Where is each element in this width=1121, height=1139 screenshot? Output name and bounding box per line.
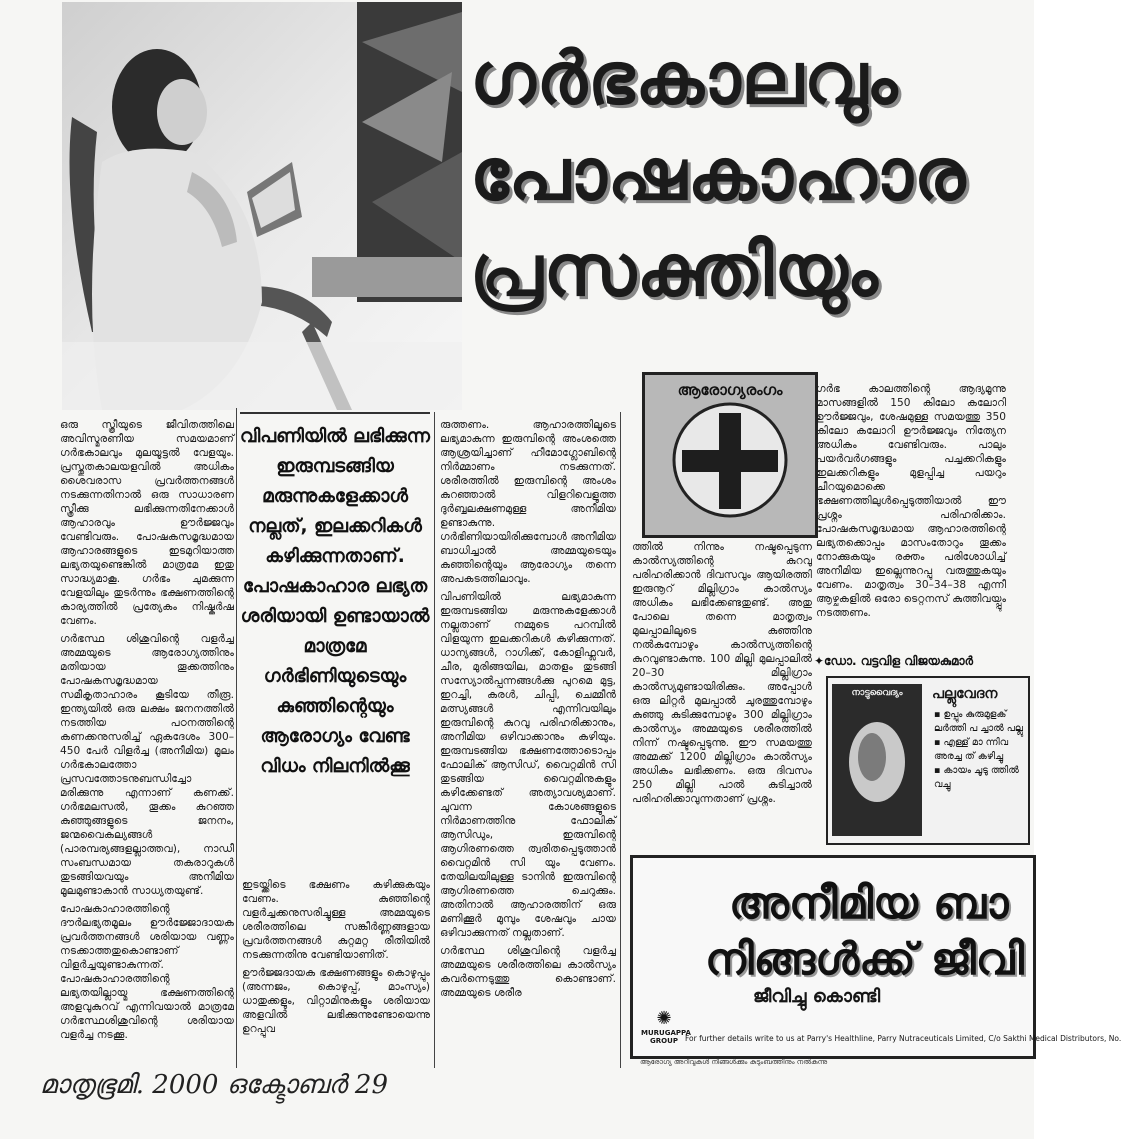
ad-headline-1: അനീമിയ ബാ [729,878,1009,929]
pull-quote [240,412,430,872]
murugappa-logo [641,1008,691,1045]
column-5 [632,540,812,845]
ad-subline: ആരോഗ്യ അറിവുകൾ നിങ്ങൾക്കും കുടുംബത്തിനും നൽകുന്നു [640,1058,828,1066]
anemia-advertisement [630,855,1121,1059]
paragraph: രുത്തണം. ആഹാരത്തിലൂടെ ലഭ്യമാകുന്ന ഇരുമ്പിന്റെ അംശത്തെ ആശ്രയിച്ചാണ് ഹീമോഗ്ലോബിന്റെ നിർമ്മാണം നടക്കുന്നത്. ശരീരത്തിൽ ഇരുമ്പിന്റെ അംശം കുറഞ്ഞാൽ വിളറിവെളുത്ത ദുർബ്ബലക്ഷണമുള്ള അനീമിയ ഉണ്ടാകുന്നു. ഗർഭിണിയായിരിക്കുമ്പോൾ അനീമിയ ബാധിച്ചാൽ അമ്മയുടെയും കുഞ്ഞിന്റെയും ആരോഗ്യം തന്നെ അപകടത്തിലാവും. [440,419,616,585]
paragraph: വിപണിയിൽ ലഭ്യമാകുന്ന ഇരുമ്പടങ്ങിയ മരുന്നുകളേക്കാൾ നല്ലതാണ് നമ്മുടെ പറമ്പിൽ വിളയുന്ന ഇലക്കറികൾ കഴിക്കുന്നത്. ധാന്യങ്ങൾ, റാഗിക്ക്, കോളിഫ്ലവർ, ചീര, മുരിങ്ങയില, മാതളം തുടങ്ങി സസ്യോൽപ്പന്നങ്ങൾക്കു പുറമെ മുട്ട, ഇറച്ചി, കരൾ, ചിപ്പി, ചെമ്മീൻ മത്സ്യങ്ങൾ എന്നിവയിലും ഇരുമ്പിന്റെ കുറവു പരിഹരിക്കാനും, അനീമിയ ഒഴിവാക്കാനും കഴിയും. ഇരുമ്പടങ്ങിയ ഭക്ഷണത്തോടൊപ്പം ഫോലിക് ആസിഡ്, വൈറ്റമിൻ സി തുടങ്ങിയ വൈറ്റമിനുകളും കഴിക്കേണ്ടത് അത്യാവശ്യമാണ്. ചുവന്ന കോശങ്ങളുടെ നിർമാണത്തിനു ഫോലിക് ആസിഡും, ഇരുമ്പിന്റെ ആഗിരണത്തെ ത്വരിതപ്പെടുത്താൻ വൈറ്റമിൻ സി യും വേണം. തേയിലയിലുള്ള ടാനിൻ ഇരുമ്പിന്റെ ആഗിരണത്തെ ചെറുക്കും. അതിനാൽ ആഹാരത്തിന് ഒരു മണിക്കൂർ മുമ്പും ശേഷവും ചായ ഒഴിവാക്കുന്നത് നല്ലതാണ്. [440,591,616,939]
photo-illustration [62,2,462,410]
ad-tagline: ജീവിച്ചു കൊണ്ടി [753,986,881,1007]
headline-line-3: പ്രസക്തിയും [470,228,879,312]
column-3 [440,418,616,1068]
handwritten-source-note: മാതൃഭൂമി. 2000 ഒക്ടോബർ 29 [40,1070,388,1100]
book-cover-title: നാട്ടുവൈദ്യം [851,688,903,698]
author-byline: ✦ഡോ. വട്ടവിള വിജയകുമാർ [814,654,974,668]
column-divider [620,412,621,1068]
arogyarangam-logo [642,372,818,538]
paragraph: ത്തിൽ നിന്നും നഷ്ടപ്പെടുന്ന കാൽസ്യത്തിന്റെ കുറവു പരിഹരിക്കാൻ ദിവസവും ആയിരത്തി ഇരുനൂറ് മില്ലിഗ്രാം കാൽസ്യം അധികം ലഭിക്കേണ്ടതുണ്ട്. അതു പോലെ തന്നെ മാതൃത്വം മുലപ്പാലിലൂടെ കുഞ്ഞിനു നൽകുമ്പോഴും കാൽസ്യത്തിന്റെ കുറവുണ്ടാകുന്നു. 100 മില്ലി മുലപ്പാലിൽ 20–30 മില്ലിഗ്രാം കാൽസ്യമുണ്ടായിരിക്കും. അപ്പോൾ ഒരു ലിറ്റർ മുലപ്പാൽ ചുരത്തുമ്പോഴും കുഞ്ഞു കുടിക്കുമ്പോഴും 300 മില്ലിഗ്രാം കാൽസ്യം അമ്മയുടെ ശരീരത്തിൽ നിന്ന് നഷ്ടപ്പെടുന്നു. ഈ സമയത്തു അമ്മക്ക് 1200 മില്ലിഗ്രാം കാൽസ്യം അധികം ലഭിക്കണം. ഒരു ദിവസം 250 മില്ലി പാൽ കുടിച്ചാൽ പരിഹരിക്കാവുന്നതാണ് പ്രശ്നം. [632,541,812,805]
list-item: ▪ ഉപ്പും കുരുമുളക് ലർത്തി പ ച്ചാൽ പല്ലു [934,709,1024,734]
headline-line-2: പോഷകാഹാര [470,132,967,216]
column-4 [816,382,1006,657]
pull-quote-text: വിപണിയിൽ ലഭിക്കുന്ന ഇരുമ്പടങ്ങിയ മരുന്നുകളേക്കാൾ നല്ലത്, ഇലക്കറികൾ കഴിക്കുന്നതാണ്. പോഷകാഹാര ലഭ്യത ശരിയായി ഉണ്ടായാൽ മാത്രമേ ഗർഭിണിയുടെയും കുഞ്ഞിന്റെയും ആരോഗ്യം വേണ്ട വിധം നിലനിൽക്കൂ [240,426,430,777]
column-2 [242,878,430,1068]
book-advertisement [826,676,1030,845]
ad-footer: For further details write to us at Parry's Healthline, Parry Nutraceuticals Limited, C/o Sakthi Medical Distributors, No. [685,1034,1121,1043]
medical-cross-icon [645,375,815,535]
book-ad-title: പല്ലുവേദന [932,686,998,702]
headline-line-1: ഗർഭകാലവും [470,36,899,120]
woman-reading-photo [62,2,462,410]
paragraph: ഇടയ്ക്കിടെ ഭക്ഷണം കഴിക്കുകയും വേണം. കുഞ്ഞിന്റെ വളർച്ചക്കനുസരിച്ചുള്ള അമ്മയുടെ ശരീരത്തിലെ സങ്കീർണ്ണങ്ങളായ പ്രവർത്തനങ്ങൾ കുറ്റമറ്റ രീതിയിൽ നടക്കുന്നതിനു വേണ്ടിയാണിത്. [242,879,430,961]
logo-label: ആരോഗ്യരംഗം [677,381,783,399]
paragraph: ഒരു സ്ത്രീയുടെ ജീവിതത്തിലെ അവിസ്മരണീയ സമയമാണ് ഗർഭകാലവും മുലയൂട്ടൽ വേളയും. പ്രസ്തുതകാലയളവിൽ അധികം ശൈവരാസ പ്രവർത്തനങ്ങൾ നടക്കുന്നതിനാൽ ഒരു സാധാരണ സ്ത്രീക്കു ലഭിക്കുന്നതിനേക്കാൾ ആഹാരവും ഊർജ്ജവും വേണ്ടിവരും. പോഷകസമൃദ്ധമായ ആഹാരങ്ങളുടെ ഇടമുറിയാത്ത ലഭ്യതയുണ്ടെങ്കിൽ മാത്രമേ ഇതു സാദ്ധ്യമാകൂ. ഗർഭം ചുമക്കുന്ന വേളയിലും തുടർന്നും ഭക്ഷണത്തിന്റെ കാര്യത്തിൽ പ്രത്യേകം നിഷ്കർഷ വേണം. [60,419,234,627]
paragraph: ഗർഭസ്ഥ ശിശുവിന്റെ വളർച്ച അമ്മയുടെ ശരീരത്തിലെ കാൽസ്യം കവർന്നെടുത്തു കൊണ്ടാണ്. അമ്മയുടെ ശരീര [440,945,616,999]
book-cover [832,684,922,836]
paragraph: ഗർഭ കാലത്തിന്റെ ആദ്യമൂന്നു മാസങ്ങളിൽ 150 കിലോ കലോറി ഊർജ്ജവും, ശേഷമുള്ള സമയത്തു 350 കിലോ കലോറി ഊർജ്ജവും നിത്യേന അധികം വേണ്ടിവരും. പാലും പയർവർഗങ്ങളും പച്ചക്കറികളും ഇലക്കറികളും മുളപ്പിച്ച പയറും ചീറയുമൊക്കെ ഭക്ഷണത്തിലുൾപ്പെടുത്തിയാൽ ഈ പ്രശ്നം പരിഹരിക്കാം. പോഷകസമൃദ്ധമായ ആഹാരത്തിന്റെ ലഭ്യതക്കൊപ്പം മാസംതോറും തൂക്കം നോക്കുകയും രക്തം പരിശോധിച്ച് അനീമിയ ഇല്ലെന്നുറപ്പു വരുത്തുകയും വേണം. മാതൃത്വം 30–34–38 എന്നീ ആഴ്ചകളിൽ ഒരോ ടെറ്റനസ് കുത്തിവയ്പ്പും നടത്തണം. [816,383,1007,619]
ad-headline-2: നിങ്ങൾക്ക് ജീവി [705,934,1024,985]
column-1 [60,418,234,1068]
paragraph: ഗർഭസ്ഥ ശിശുവിന്റെ വളർച്ച അമ്മയുടെ ആരോഗ്യത്തിനും മതിയായ തൂക്കത്തിനും പോഷകസമൃദ്ധമായ സമീകൃതാഹാരം കൂടിയേ തീരൂ. ഇന്ത്യയിൽ ഒരു ലക്ഷം ജനനത്തിൽ നടത്തിയ പഠനത്തിന്റെ കണക്കനുസരിച്ച് ഏകദേശം 300–450 പേർ വിളർച്ച (അനീമിയ) മൂലം ഗർഭകാലത്തോ പ്രസവത്തോടനുബന്ധിച്ചോ മരിക്കുന്നു എന്നാണ് കണക്ക്. ഗർഭമലസൽ, തൂക്കം കുറഞ്ഞ കുഞ്ഞുങ്ങളുടെ ജനനം, ജന്മവൈകല്യങ്ങൾ (പാരമ്പര്യങ്ങളല്ലാത്തവ), നാഡീ സംബന്ധമായ തകരാറുകൾ തുടങ്ങിയവയും അനീമിയ മൂലമുണ്ടാകാൻ സാധ്യതയുണ്ട്. [60,633,234,897]
flower-icon: ✺ [656,1008,672,1029]
hands-illustration [832,702,922,822]
column-divider [236,408,237,1068]
group-name: MURUGAPPA GROUP [641,1029,691,1045]
column-divider [434,412,435,1068]
paragraph: ഊർജ്ജദായക ഭക്ഷണങ്ങളും കൊഴുപ്പും (അന്നജം, കൊഴുപ്പ്, മാംസ്യം) ധാതുക്കളും, വിറ്റാമിനുകളും ശരിയായ അളവിൽ ലഭിക്കുന്നുണ്ടോയെന്നു ഉറപ്പുവ [242,967,430,1035]
pull-quote-rule [240,412,430,414]
book-ad-list [934,708,1030,792]
list-item: ▪ എള്ള് മാ ന്നിവ അരച്ച ത് കഴിച്ചു [934,737,1009,762]
list-item: ▪ കായം ചൂടു ത്തിൽ വച്ചു [934,765,1019,790]
paragraph: പോഷകാഹാരത്തിന്റെ ദൗർലഭ്യതമൂലം ഊർജ്ജോദായക പ്രവർത്തനങ്ങൾ ശരിയായ വണ്ണം നടക്കാത്തതുകൊണ്ടാണ് വിളർച്ചയുണ്ടാകുന്നത്. പോഷകാഹാരത്തിന്റെ ലഭ്യതയില്ലായ്മ ഭക്ഷണത്തിന്റെ അളവുകുറവ് എന്നിവയാൽ മാത്രമേ ഗർഭസ്ഥശിശുവിന്റെ ശരിയായ വളർച്ച നടക്കൂ. [60,903,234,1041]
headline [470,30,1025,318]
